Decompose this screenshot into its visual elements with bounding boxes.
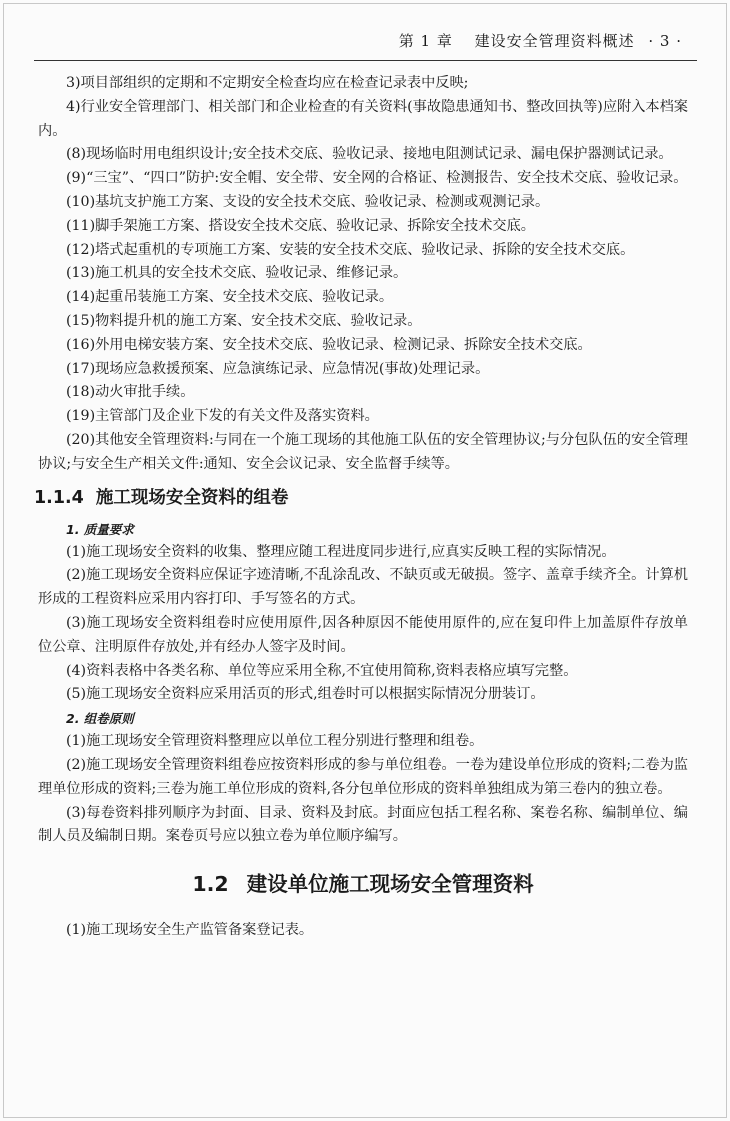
- list-item: (5)施工现场安全资料应采用活页的形式,组卷时可以根据实际情况分册装订。: [66, 686, 545, 703]
- list-item: (11)脚手架施工方案、搭设安全技术交底、验收记录、拆除安全技术交底。: [66, 217, 535, 234]
- list-item: (12)塔式起重机的专项施工方案、安装的安全技术交底、验收记录、拆除的安全技术交底。: [66, 241, 635, 258]
- section-heading-1-1-4: [34, 486, 688, 510]
- section-number: 1.1.4: [34, 487, 84, 508]
- list-item: (4)资料表格中各类名称、单位等应采用全称,不宜使用简称,资料表格应填写完整。: [66, 662, 578, 679]
- list-item: (8)现场临时用电组织设计;安全技术交底、验收记录、接地电阻测试记录、漏电保护器测试记录。: [66, 146, 673, 163]
- list-item: (9)“三宝”、“四口”防护:安全帽、安全带、安全网的合格证、检测报告、安全技术交底、验收记录。: [66, 170, 688, 187]
- section-number: 1.2: [192, 872, 229, 897]
- list-item: (1)施工现场安全资料的收集、整理应随工程进度同步进行,应真实反映工程的实际情况。: [66, 543, 616, 560]
- list-item: (13)施工机具的安全技术交底、验收记录、维修记录。: [66, 265, 408, 282]
- page-body: [34, 72, 688, 943]
- list-item: (16)外用电梯安装方案、安全技术交底、验收记录、检测记录、拆除安全技术交底。: [66, 336, 592, 353]
- header-rule: [34, 60, 697, 61]
- list-item: (20)其他安全管理资料:与同在一个施工现场的其他施工队伍的安全管理协议;与分包队伍的安全管理协议;与安全生产相关文件:通知、安全会议记录、安全监督手续等。: [38, 431, 688, 472]
- list-item: (15)物料提升机的施工方案、安全技术交底、验收记录。: [66, 312, 422, 329]
- section-title: 施工现场安全资料的组卷: [95, 487, 289, 508]
- chapter-title: 第 1 章 建设安全管理资料概述: [398, 32, 635, 50]
- section-heading-1-2: [38, 869, 688, 899]
- list-item: (2)施工现场安全管理资料组卷应按资料形成的参与单位组卷。一卷为建设单位形成的资料;二卷为监理单位形成的资料;三卷为施工单位形成的资料,各分包单位形成的资料单独组成为第三卷内的独立卷。: [38, 756, 688, 797]
- list-top: [38, 72, 688, 477]
- subheading-quality: 1. 质量要求: [66, 521, 134, 537]
- list-item: (19)主管部门及企业下发的有关文件及落实资料。: [66, 408, 379, 425]
- list-item: (1)施工现场安全生产监管备案登记表。: [66, 922, 314, 939]
- list-item: 4)行业安全管理部门、相关部门和企业检查的有关资料(事故隐患通知书、整改回执等)应附入本档案内。: [38, 98, 688, 139]
- list-item: (1)施工现场安全管理资料整理应以单位工程分别进行整理和组卷。: [66, 733, 484, 750]
- running-header: [399, 30, 682, 51]
- list-item: (10)基坑支护施工方案、支设的安全技术交底、验收记录、检测或观测记录。: [66, 193, 550, 210]
- list-item: (3)施工现场安全资料组卷时应使用原件,因各种原因不能使用原件的,应在复印件上加盖原件存放单位公章、注明原件存放处,并有经办人签字及时间。: [38, 614, 688, 655]
- list-item: 3)项目部组织的定期和不定期安全检查均应在检查记录表中反映;: [66, 75, 469, 91]
- section-title: 建设单位施工现场安全管理资料: [246, 872, 534, 897]
- subheading-principles: 2. 组卷原则: [66, 711, 134, 727]
- list-item: (14)起重吊装施工方案、安全技术交底、验收记录。: [66, 289, 394, 306]
- list-item: (18)动火审批手续。: [66, 384, 195, 401]
- page-number: · 3 ·: [648, 32, 682, 50]
- list-item: (17)现场应急救援预案、应急演练记录、应急情况(事故)处理记录。: [66, 360, 490, 377]
- list-item: (2)施工现场安全资料应保证字迹清晰,不乱涂乱改、不缺页或无破损。签字、盖章手续齐全。计算机形成的工程资料应采用内容打印、手写签名的方式。: [38, 567, 688, 608]
- list-item: (3)每卷资料排列顺序为封面、目录、资料及封底。封面应包括工程名称、案卷名称、编制单位、编制人员及编制日期。案卷页号应以独立卷为单位顺序编写。: [38, 804, 688, 845]
